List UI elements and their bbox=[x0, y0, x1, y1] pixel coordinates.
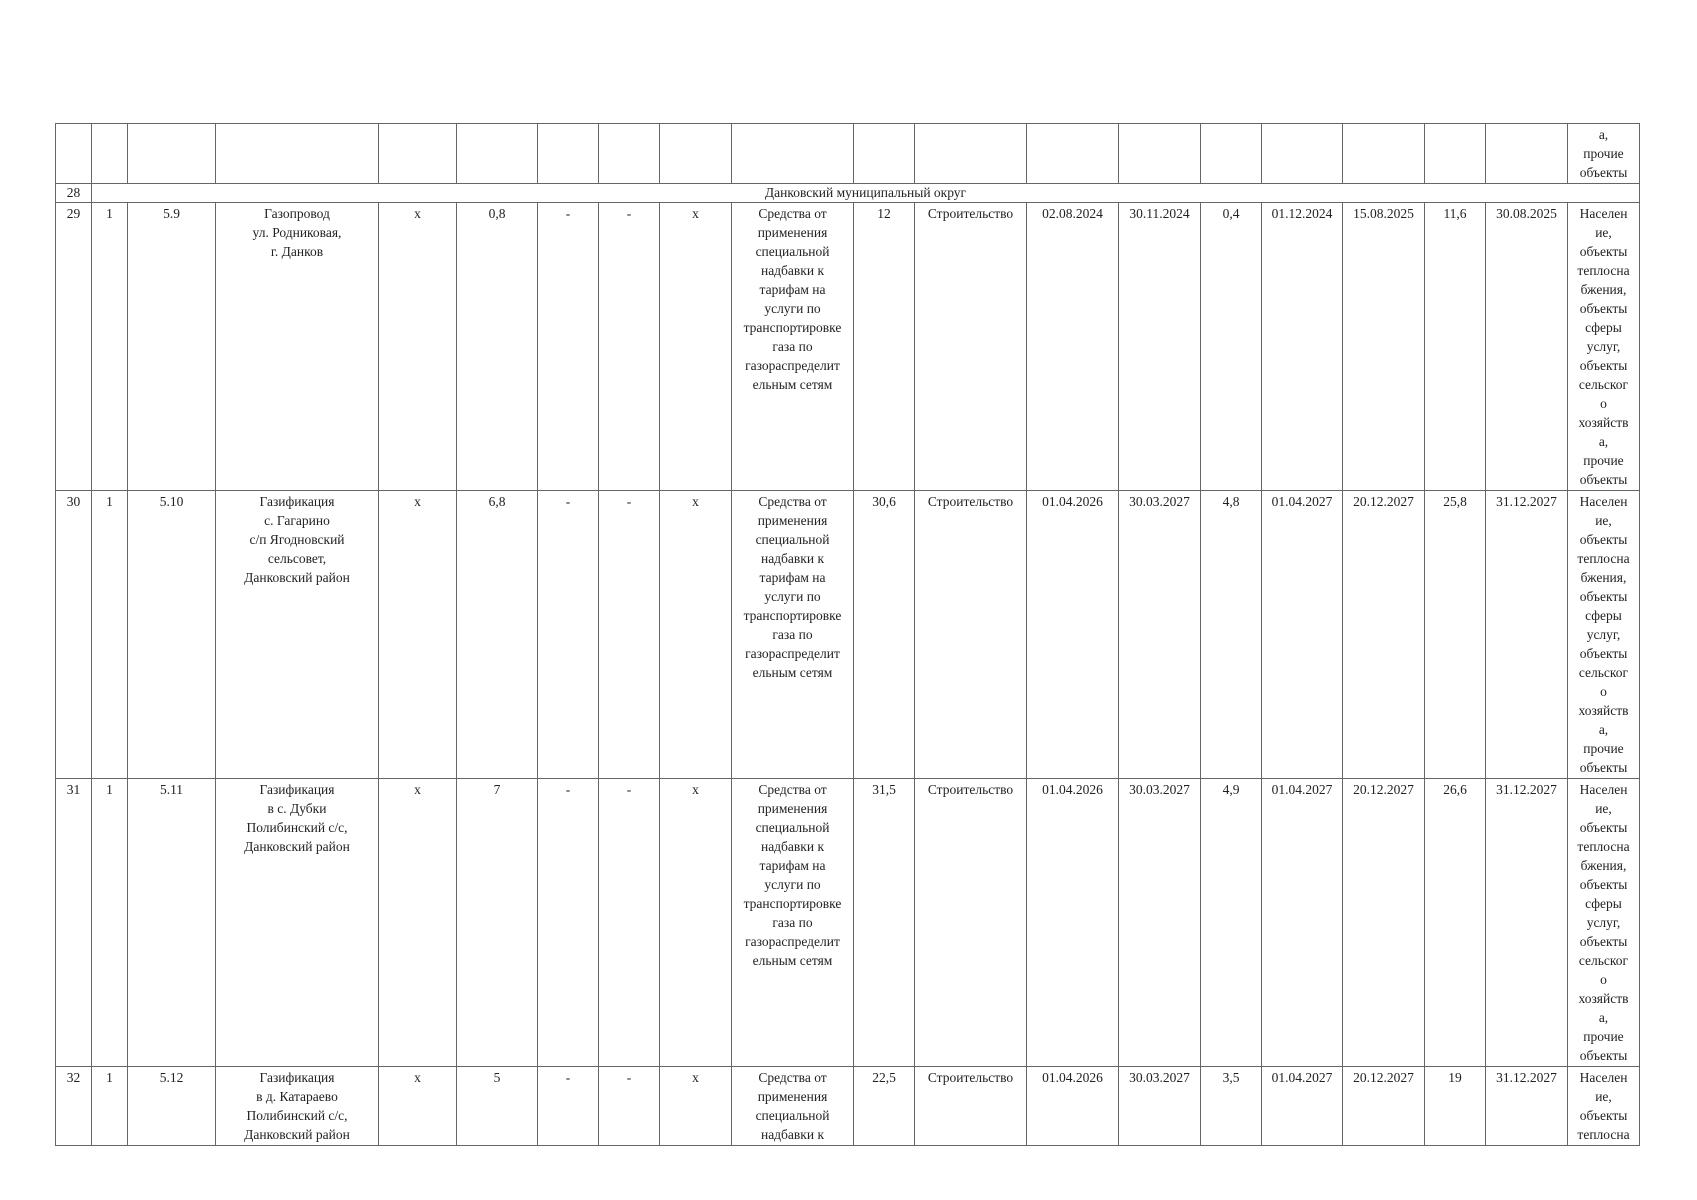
mark-cell: х bbox=[379, 1067, 457, 1146]
table-row bbox=[56, 779, 1640, 1067]
date-cell: 31.12.2027 bbox=[1486, 491, 1568, 779]
mark-cell: х bbox=[660, 1067, 732, 1146]
date-cell: 01.04.2026 bbox=[1027, 1067, 1119, 1146]
stage-cell: 1 bbox=[92, 491, 128, 779]
consumers-cell: Населен ие, объекты теплосна bbox=[1568, 1067, 1640, 1146]
date-cell: 01.04.2027 bbox=[1262, 491, 1343, 779]
stage-cell: 1 bbox=[92, 203, 128, 491]
work-type-cell: Строительство bbox=[915, 203, 1027, 491]
mark-cell: х bbox=[379, 203, 457, 491]
date-cell: 30.11.2024 bbox=[1119, 203, 1201, 491]
code-cell: 5.11 bbox=[128, 779, 216, 1067]
object-name-cell: Газификация в д. Катараево Полибинский с/с, Данковский район bbox=[216, 1067, 379, 1146]
date-cell: 20.12.2027 bbox=[1343, 1067, 1425, 1146]
stage-cell: 1 bbox=[92, 779, 128, 1067]
length-cell: 6,8 bbox=[457, 491, 538, 779]
object-name-cell: Газопровод ул. Родниковая, г. Данков bbox=[216, 203, 379, 491]
value-cell: 3,5 bbox=[1201, 1067, 1262, 1146]
value-cell: 4,9 bbox=[1201, 779, 1262, 1067]
mark-cell: х bbox=[379, 491, 457, 779]
empty-cell bbox=[1425, 124, 1486, 184]
consumers-cell: Населен ие, объекты теплосна бжения, объекты сферы услуг, объекты сельског о хозяйств а, прочие объекты bbox=[1568, 779, 1640, 1067]
code-cell: 5.12 bbox=[128, 1067, 216, 1146]
cost-cell: 22,5 bbox=[854, 1067, 915, 1146]
mark-cell: х bbox=[379, 779, 457, 1067]
work-type-cell: Строительство bbox=[915, 1067, 1027, 1146]
date-cell: 30.03.2027 bbox=[1119, 779, 1201, 1067]
date-cell: 02.08.2024 bbox=[1027, 203, 1119, 491]
length-cell: 5 bbox=[457, 1067, 538, 1146]
date-cell: 15.08.2025 bbox=[1343, 203, 1425, 491]
dash-cell: - bbox=[599, 1067, 660, 1146]
date-cell: 30.03.2027 bbox=[1119, 491, 1201, 779]
dash-cell: - bbox=[599, 491, 660, 779]
table-row bbox=[56, 203, 1640, 491]
empty-cell bbox=[1262, 124, 1343, 184]
empty-cell bbox=[1201, 124, 1262, 184]
dash-cell: - bbox=[538, 203, 599, 491]
cost-cell: 31,5 bbox=[854, 779, 915, 1067]
date-cell: 31.12.2027 bbox=[1486, 1067, 1568, 1146]
dash-cell: - bbox=[538, 1067, 599, 1146]
consumers-cell: Населен ие, объекты теплосна бжения, объекты сферы услуг, объекты сельског о хозяйств а, прочие объекты bbox=[1568, 203, 1640, 491]
empty-cell bbox=[128, 124, 216, 184]
table-row bbox=[56, 491, 1640, 779]
empty-cell bbox=[56, 124, 92, 184]
stage-cell: 1 bbox=[92, 1067, 128, 1146]
empty-cell bbox=[92, 124, 128, 184]
row-number: 31 bbox=[56, 779, 92, 1067]
consumers-cell: а, прочие объекты bbox=[1568, 124, 1640, 184]
date-cell: 01.04.2027 bbox=[1262, 779, 1343, 1067]
row-number: 28 bbox=[56, 184, 92, 203]
cost-cell: 12 bbox=[854, 203, 915, 491]
date-cell: 01.12.2024 bbox=[1262, 203, 1343, 491]
empty-cell bbox=[538, 124, 599, 184]
district-title: Данковский муниципальный округ bbox=[92, 184, 1640, 203]
funding-source-cell: Средства от применения специальной надбавки к тарифам на услуги по транспортировке газа по газораспределит ельным сетям bbox=[732, 491, 854, 779]
empty-cell bbox=[1027, 124, 1119, 184]
dash-cell: - bbox=[599, 779, 660, 1067]
object-name-cell: Газификация в с. Дубки Полибинский с/с, Данковский район bbox=[216, 779, 379, 1067]
empty-cell bbox=[1343, 124, 1425, 184]
row-number: 30 bbox=[56, 491, 92, 779]
gasification-program-table bbox=[55, 123, 1640, 1146]
consumers-cell: Населен ие, объекты теплосна бжения, объекты сферы услуг, объекты сельског о хозяйств а, прочие объекты bbox=[1568, 491, 1640, 779]
date-cell: 01.04.2026 bbox=[1027, 491, 1119, 779]
table-row bbox=[56, 1067, 1640, 1146]
empty-cell bbox=[216, 124, 379, 184]
cost-cell: 30,6 bbox=[854, 491, 915, 779]
date-cell: 30.08.2025 bbox=[1486, 203, 1568, 491]
length-cell: 0,8 bbox=[457, 203, 538, 491]
funding-source-cell: Средства от применения специальной надбавки к тарифам на услуги по транспортировке газа по газораспределит ельным сетям bbox=[732, 779, 854, 1067]
code-cell: 5.10 bbox=[128, 491, 216, 779]
empty-cell bbox=[599, 124, 660, 184]
empty-cell bbox=[1119, 124, 1201, 184]
dash-cell: - bbox=[538, 491, 599, 779]
mark-cell: х bbox=[660, 779, 732, 1067]
empty-cell bbox=[732, 124, 854, 184]
date-cell: 01.04.2027 bbox=[1262, 1067, 1343, 1146]
empty-cell bbox=[457, 124, 538, 184]
date-cell: 20.12.2027 bbox=[1343, 491, 1425, 779]
funding-source-cell: Средства от применения специальной надбавки к bbox=[732, 1067, 854, 1146]
code-cell: 5.9 bbox=[128, 203, 216, 491]
value-cell: 4,8 bbox=[1201, 491, 1262, 779]
length-cell: 7 bbox=[457, 779, 538, 1067]
empty-cell bbox=[1486, 124, 1568, 184]
continued-row bbox=[56, 124, 1640, 184]
funding-source-cell: Средства от применения специальной надбавки к тарифам на услуги по транспортировке газа по газораспределит ельным сетям bbox=[732, 203, 854, 491]
mark-cell: х bbox=[660, 491, 732, 779]
empty-cell bbox=[854, 124, 915, 184]
district-header-row bbox=[56, 184, 1640, 203]
dash-cell: - bbox=[538, 779, 599, 1067]
mark-cell: х bbox=[660, 203, 732, 491]
date-cell: 30.03.2027 bbox=[1119, 1067, 1201, 1146]
object-name-cell: Газификация с. Гагарино с/п Ягодновский сельсовет, Данковский район bbox=[216, 491, 379, 779]
date-cell: 31.12.2027 bbox=[1486, 779, 1568, 1067]
work-type-cell: Строительство bbox=[915, 779, 1027, 1067]
dash-cell: - bbox=[599, 203, 660, 491]
work-type-cell: Строительство bbox=[915, 491, 1027, 779]
empty-cell bbox=[379, 124, 457, 184]
empty-cell bbox=[660, 124, 732, 184]
row-number: 32 bbox=[56, 1067, 92, 1146]
date-cell: 20.12.2027 bbox=[1343, 779, 1425, 1067]
empty-cell bbox=[915, 124, 1027, 184]
row-number: 29 bbox=[56, 203, 92, 491]
value-cell: 0,4 bbox=[1201, 203, 1262, 491]
value-cell: 11,6 bbox=[1425, 203, 1486, 491]
value-cell: 19 bbox=[1425, 1067, 1486, 1146]
value-cell: 25,8 bbox=[1425, 491, 1486, 779]
date-cell: 01.04.2026 bbox=[1027, 779, 1119, 1067]
value-cell: 26,6 bbox=[1425, 779, 1486, 1067]
